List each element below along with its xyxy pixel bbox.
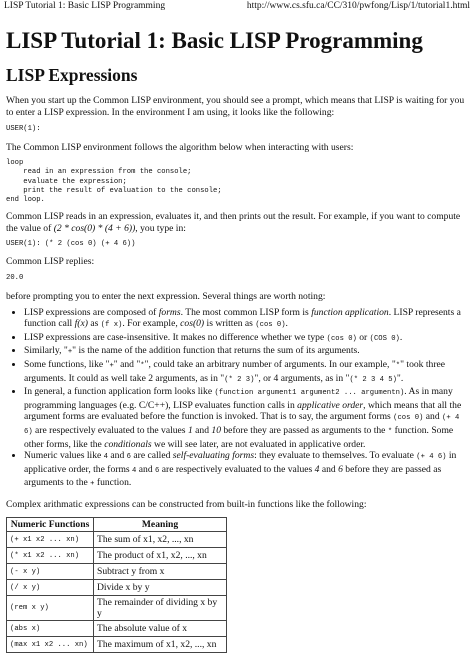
function-code: (max x1 x2 ... xn) bbox=[10, 640, 88, 649]
math-expression: (2 * cos(0) * (4 + 6)) bbox=[53, 223, 136, 235]
prompt-code: USER(1): bbox=[6, 125, 41, 133]
table-row bbox=[7, 620, 227, 636]
algorithm-code: loop read in an expression from the console; evaluate the expression; print the result of evaluation to the console; end loop. bbox=[6, 159, 222, 205]
list-item: • Similarly, "+" is the name of the addition function that returns the sum of its arguments. bbox=[24, 345, 468, 359]
table-header: Numeric Functions bbox=[7, 517, 94, 531]
table-header: Meaning bbox=[94, 517, 227, 531]
table-row bbox=[7, 595, 227, 620]
page-title: LISP Tutorial 1: Basic LISP Programming bbox=[6, 28, 423, 53]
function-code: (+ x1 x2 ... xn) bbox=[10, 535, 80, 544]
function-code: (- x y) bbox=[10, 567, 41, 576]
list-item: • Some functions, like "+" and "*", could take an arbitrary number of arguments. In our example, "*" took three arguments. It could as well take 2 arguments, as in "(* 2 3)", or 4 arguments, as in "(* 2 3 4 5)". bbox=[24, 359, 468, 386]
notes-list bbox=[6, 307, 468, 491]
table-row bbox=[7, 636, 227, 652]
table-row bbox=[7, 563, 227, 579]
header-title: LISP Tutorial 1: Basic LISP Programming bbox=[4, 1, 166, 11]
function-meaning: Subtract y from x bbox=[94, 563, 227, 579]
notes-intro: before prompting you to enter the next expression. Several things are worth noting: bbox=[6, 290, 326, 302]
section-heading: LISP Expressions bbox=[6, 65, 138, 85]
function-meaning: The product of x1, x2, ..., xn bbox=[94, 547, 227, 563]
function-code: (/ x y) bbox=[10, 583, 41, 592]
list-item: • LISP expressions are case-insensitive. It makes no difference whether we type (cos 0) or (COS 0). bbox=[24, 332, 468, 346]
function-code: (abs x) bbox=[10, 624, 41, 633]
reply-code: 20.0 bbox=[6, 274, 24, 283]
function-meaning: The maximum of x1, x2, ..., xn bbox=[94, 636, 227, 652]
complex-paragraph: Complex arithmatic expressions can be constructed from built-in functions like the following: bbox=[6, 498, 367, 510]
example-paragraph: Common LISP reads in an expression, evaluates it, and then prints out the result. For example, if you want to compute the value of (2 * cos(0) * (4 + 6)), you type in: bbox=[6, 211, 461, 235]
intro-paragraph: When you start up the Common LISP environment, you should see a prompt, which means that LISP is waiting for you to enter a LISP expression. In the environment I am using, it looks like the following: bbox=[6, 95, 465, 118]
header-url: http://www.cs.sfu.ca/CC/310/pwfong/Lisp/1/tutorial1.html bbox=[246, 1, 470, 11]
function-meaning: The remainder of dividing x by y bbox=[94, 595, 227, 620]
running-header bbox=[4, 0, 470, 12]
list-item: • LISP expressions are composed of forms. The most common LISP form is function application. LISP represents a function call f(x) as (f x). For example, cos(0) is written as (cos 0). bbox=[24, 307, 468, 332]
table-row bbox=[7, 579, 227, 595]
function-code: (* x1 x2 ... xn) bbox=[10, 551, 80, 560]
list-item: • Numeric values like 4 and 6 are called self-evaluating forms: they evaluate to themselves. To evaluate (+ 4 6) in applicative order, the forms 4 and 6 are respectively evaluated to the values 4 and 6 before they are passed as arguments to the + function. bbox=[24, 450, 468, 491]
list-item: • In general, a function application form looks like (function argument1 argument2 ... argumentn). As in many programming languages (e.g. C/C++), LISP evaluates function calls in applicative order, which means that all the argument forms are evaluated before the function is invoked. That is to say, the argument forms (cos 0) and (+ 4 6) are respectively evaluated to the values 1 and 10 before they are passed as arguments to the * function. Some other forms, like the conditionals we will see later, are not evaluated in applicative order. bbox=[24, 386, 468, 450]
table-row bbox=[7, 547, 227, 563]
example-code: USER(1): (* 2 (cos 0) (+ 4 6)) bbox=[6, 240, 136, 249]
table-row bbox=[7, 531, 227, 547]
function-meaning: The sum of x1, x2, ..., xn bbox=[94, 531, 227, 547]
numeric-functions-table bbox=[6, 517, 227, 653]
function-code: (rem x y) bbox=[10, 604, 49, 613]
document-page bbox=[6, 28, 468, 653]
function-meaning: Divide x by y bbox=[94, 579, 227, 595]
function-meaning: The absolute value of x bbox=[94, 620, 227, 636]
replies-paragraph: Common LISP replies: bbox=[6, 256, 95, 268]
algorithm-paragraph: The Common LISP environment follows the algorithm below when interacting with users: bbox=[6, 142, 354, 154]
table-header-row bbox=[7, 517, 227, 531]
